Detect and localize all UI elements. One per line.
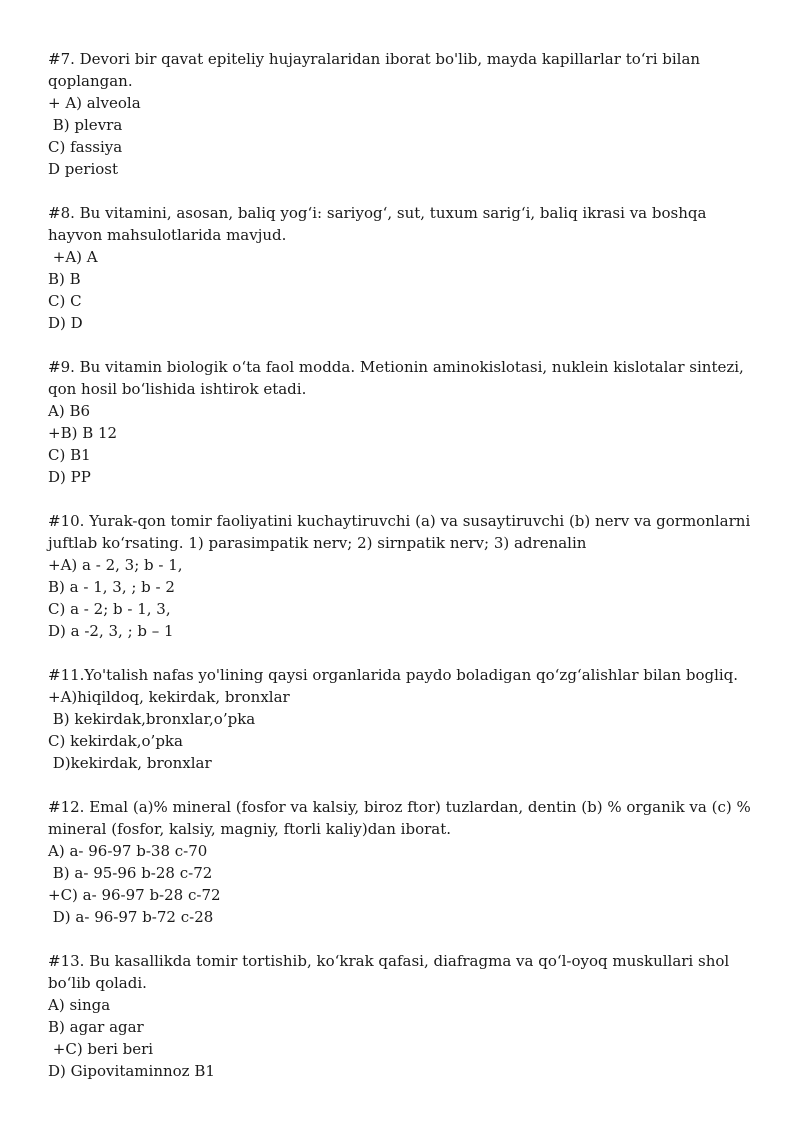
document-page (48, 48, 760, 1104)
question-9 (48, 356, 760, 488)
option-d: D) Gipovitaminnoz B1 (48, 1062, 215, 1080)
option-a: A) a- 96-97 b-38 c-70 (48, 842, 208, 860)
option-c: C) fassiya (48, 138, 123, 156)
question-11 (48, 664, 760, 774)
option-c: +C) beri beri (48, 1040, 154, 1058)
option-b: B) plevra (48, 116, 123, 134)
option-b: +B) B 12 (48, 424, 118, 442)
option-c: C) C (48, 292, 82, 310)
question-7 (48, 48, 760, 180)
option-b: B) B (48, 270, 81, 288)
question-text: #12. Emal (a)% mineral (fosfor va kalsiy, biroz ftor) tuzlardan, dentin (b) % organik va (c) % mineral (fosfor, kalsiy, magniy, ftorli kaliy)dan iborat. (48, 798, 751, 838)
option-d: D) a -2, 3, ; b – 1 (48, 622, 174, 640)
option-a: +A) a - 2, 3; b - 1, (48, 556, 183, 574)
option-a: + A) alveola (48, 94, 141, 112)
option-c: +C) a- 96-97 b-28 c-72 (48, 886, 221, 904)
option-d: D) a- 96-97 b-72 c-28 (48, 908, 214, 926)
question-10 (48, 510, 760, 642)
option-a: A) B6 (48, 402, 91, 420)
option-b: B) a- 95-96 b-28 c-72 (48, 864, 213, 882)
question-text: #7. Devori bir qavat epiteliy hujayralaridan iborat bo'lib, mayda kapillarlar to‘ri bilan qoplangan. (48, 50, 701, 90)
question-12 (48, 796, 760, 928)
question-text: #9. Bu vitamin biologik o‘ta faol modda. Metionin aminokislotasi, nuklein kislotalar sintezi, qon hosil bo‘lishida ishtirok etadi. (48, 358, 744, 398)
option-b: B) kekirdak,bronxlar,o’pka (48, 710, 256, 728)
option-b: B) a - 1, 3, ; b - 2 (48, 578, 175, 596)
option-a: +A) A (48, 248, 98, 266)
option-d: D) PP (48, 468, 91, 486)
question-text: #13. Bu kasallikda tomir tortishib, ko‘krak qafasi, diafragma va qo‘l-oyoq muskullari shol bo‘lib qoladi. (48, 952, 730, 992)
question-13 (48, 950, 760, 1082)
question-text: #11.Yo'talish nafas yo'lining qaysi organlarida paydo boladigan qo‘zg‘alishlar bilan bogliq. (48, 666, 739, 684)
option-a: A) singa (48, 996, 111, 1014)
question-text: #10. Yurak-qon tomir faoliyatini kuchaytiruvchi (a) va susaytiruvchi (b) nerv va gormonlarni juftlab ko‘rsating. 1) parasimpatik nerv; 2) sirnpatik nerv; 3) adrenalin (48, 512, 751, 552)
option-c: C) a - 2; b - 1, 3, (48, 600, 171, 618)
option-a: +A)hiqildoq, kekirdak, bronxlar (48, 688, 290, 706)
question-text: #8. Bu vitamini, asosan, baliq yog‘i: sariyog‘, sut, tuxum sarig‘i, baliq ikrasi va boshqa hayvon mahsulotlarida mavjud. (48, 204, 707, 244)
question-8 (48, 202, 760, 334)
option-d: D) D (48, 314, 83, 332)
option-b: B) agar agar (48, 1018, 144, 1036)
option-d: D)kekirdak, bronxlar (48, 754, 212, 772)
option-d: D periost (48, 160, 118, 178)
option-c: C) B1 (48, 446, 91, 464)
option-c: C) kekirdak,o’pka (48, 732, 183, 750)
